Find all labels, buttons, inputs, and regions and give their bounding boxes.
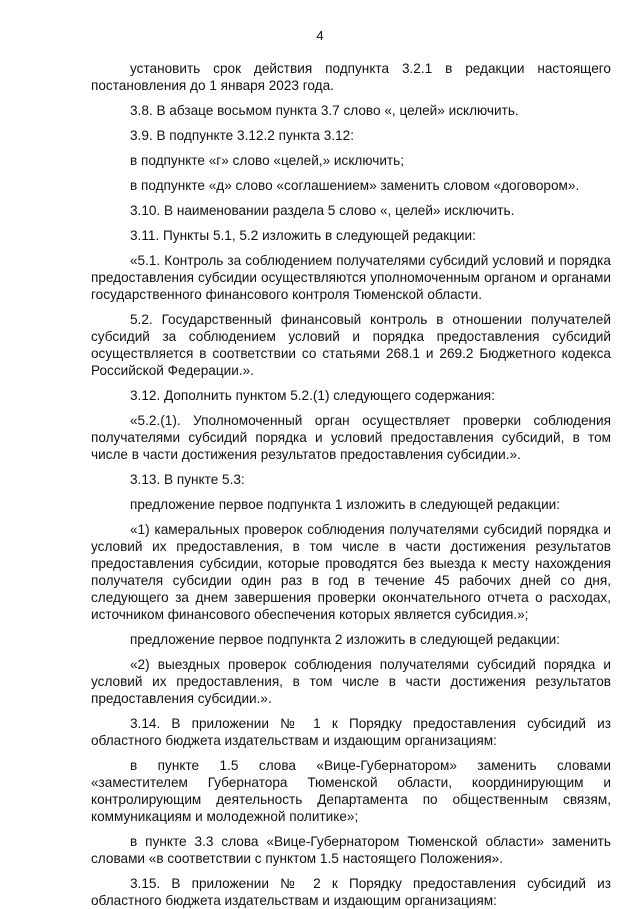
page-number: 4 <box>316 28 324 43</box>
paragraph: в пункте 1.5 слова «Вице-Губернатором» заменить словами «заместителем Губернатора Тюменской области, координирующим и контролирующим деятельность Департамента по общественным связям, коммуникациям и молодежной политике»; <box>91 758 611 824</box>
paragraph: в подпункте «д» слово «соглашением» заменить словом «договором». <box>130 178 580 193</box>
paragraph: в подпункте «г» слово «целей,» исключить; <box>130 153 405 168</box>
paragraph: 3.14. В приложении № 1 к Порядку предоставления субсидий из областного бюджета издательствам и издающим организациям: <box>91 716 611 748</box>
paragraph: 3.11. Пункты 5.1, 5.2 изложить в следующей редакции: <box>130 228 476 243</box>
paragraph: 3.13. В пункте 5.3: <box>130 472 245 487</box>
document-body <box>91 60 611 909</box>
paragraph: установить срок действия подпункта 3.2.1 в редакции настоящего постановления до 1 января 2023 года. <box>91 61 611 93</box>
paragraph: 5.2. Государственный финансовый контроль в отношении получателей субсидий за соблюдением условий и порядка предоставления субсидий осуществляется в соответствии со статьями 268.1 и 269.2 Бюджетного кодекса Российской Федерации.». <box>91 312 611 378</box>
paragraph: 3.8. В абзаце восьмом пункта 3.7 слово «, целей» исключить. <box>130 103 519 118</box>
paragraph: «1) камеральных проверок соблюдения получателями субсидий порядка и условий их предоставления, в том числе в части достижения результатов предоставления субсидии, которые проводятся без выезда к месту нахождения получателя субсидии один раз в год в течение 45 рабочих дней со дня, следующего за днем завершения проверки окончательного отчета о расходах, источником финансового обеспечения которых является субсидия.»; <box>91 522 611 622</box>
paragraph: предложение первое подпункта 2 изложить в следующей редакции: <box>130 632 561 647</box>
paragraph: «2) выездных проверок соблюдения получателями субсидий порядка и условий их предоставления, в том числе в части достижения результатов предоставления субсидии.». <box>91 657 611 706</box>
paragraph: «5.2.(1). Уполномоченный орган осуществляет проверки соблюдения получателями субсидий порядка и условий предоставления субсидий, в том числе в части достижения результатов предоставления субсидии.». <box>91 413 611 462</box>
paragraph: 3.15. В приложении № 2 к Порядку предоставления субсидий из областного бюджета издательствам и издающим организациям: <box>91 876 611 908</box>
paragraph: предложение первое подпункта 1 изложить в следующей редакции: <box>130 497 561 512</box>
paragraph: «5.1. Контроль за соблюдением получателями субсидий условий и порядка предоставления субсидии осуществляются уполномоченным органом и органами государственного финансового контроля Тюменской области. <box>91 253 611 302</box>
paragraph: 3.10. В наименовании раздела 5 слово «, целей» исключить. <box>130 203 515 218</box>
paragraph: в пункте 3.3 слова «Вице-Губернатором Тюменской области» заменить словами «в соответствии с пунктом 1.5 настоящего Положения». <box>91 834 611 866</box>
paragraph: 3.9. В подпункте 3.12.2 пункта 3.12: <box>130 128 355 143</box>
paragraph: 3.12. Дополнить пунктом 5.2.(1) следующего содержания: <box>130 388 495 403</box>
